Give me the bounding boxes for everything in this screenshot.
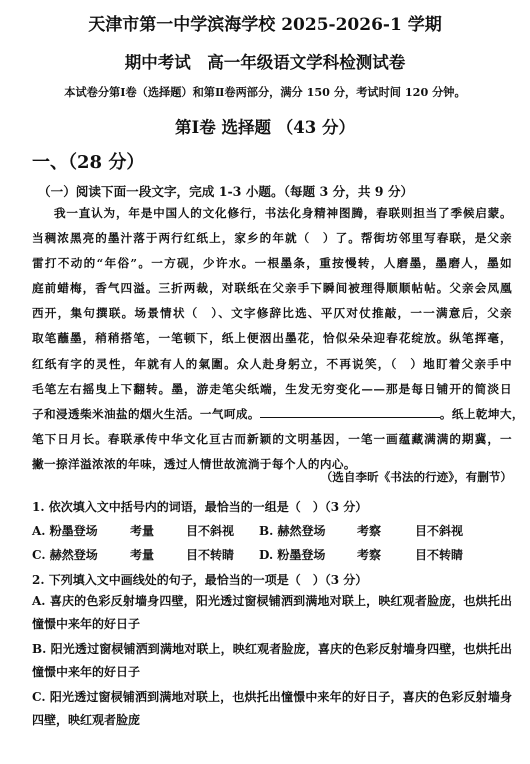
section-title: 第Ⅰ卷 选择题 （43 分） xyxy=(175,118,355,137)
q1-option-a-word3: 目不斜视 xyxy=(186,524,235,538)
answer-blank-line xyxy=(260,407,440,418)
passage-line: 雷打不动的“年俗”。一方砚，少许水。一根墨条，重按慢转，人磨墨，墨磨人，墨如 xyxy=(32,256,512,271)
passage-line: 我一直认为，年是中国人的文化修行，书法化身精神图腾，春联则担当了季候启蒙。 xyxy=(54,206,512,220)
q1-option-d-word2: 考察 xyxy=(357,548,382,562)
q1-stem: 1. 依次填入文中括号内的词语，最恰当的一组是（ ）（3 分） xyxy=(32,500,368,514)
passage-line-start: 子和浸透柴米油盐的烟火生活。一气呵成。 xyxy=(32,406,260,421)
passage-line: 笔下日月长。春联承传中华文化亘古而新颖的文明基因，一笔一画蕴藏满满的期冀，一 xyxy=(32,431,512,446)
q2-option-a[interactable]: A. 喜庆的色彩反射墙身四壁，阳光透过窗棂铺洒到满地对联上，映红观者脸庞，也烘托出憧憬中来年的好日子 xyxy=(32,594,512,631)
q1-option-c-word3: 目不转睛 xyxy=(186,548,235,562)
reading-heading: （一）阅读下面一段文字，完成 1-3 小题。（每题 3 分，共 9 分） xyxy=(38,184,414,199)
q1-option-b-word2: 考察 xyxy=(357,524,382,538)
passage-line: 取笔蘸墨，稍稍搭笔，一笔顿下，纸上便洇出墨花，恰似朵朵迎春花绽放。纵笔挥毫， xyxy=(32,331,512,346)
q1-option-a-word2: 考量 xyxy=(130,524,155,538)
passage-line: 红纸有字的灵性，年就有人的氣圍。众人赴身躬立，不再说笑，（ ）地盯着父亲手中 xyxy=(32,356,512,371)
part-title: 一、（28 分） xyxy=(32,152,145,173)
q2-option-c[interactable]: C. 阳光透过窗棂铺洒到满地对联上，也烘托出憧憬中来年的好日子，喜庆的色彩反射墙身四壁，映红观者脸庞 xyxy=(32,690,512,727)
q1-options-row-2 xyxy=(32,546,463,563)
q1-option-b[interactable]: B. 赫然登场 xyxy=(259,524,326,538)
q1-option-a[interactable]: A. 粉墨登场 xyxy=(32,524,98,538)
passage-line: 撇一捺洋溢浓浓的年味，透过人情世故流淌于每个人的内心。 xyxy=(32,456,356,471)
passage-line: 当稠浓黑亮的墨汁落于两行红纸上，家乡的年就（ ）了。帮街坊邻里写春联，是父亲 xyxy=(32,231,512,246)
q1-option-b-word3: 目不斜视 xyxy=(415,524,464,538)
q1-option-d[interactable]: D. 粉墨登场 xyxy=(259,548,326,562)
passage-line: 庭前蜡梅，香气四溢。三折两裁，对联纸在父亲手下瞬间被理得顺顺帖帖。父亲会凤凰 xyxy=(32,281,512,296)
q1-option-c[interactable]: C. 赫然登场 xyxy=(32,548,98,562)
passage-line-with-blank xyxy=(32,402,524,427)
q1-option-c-word2: 考量 xyxy=(130,548,155,562)
q1-options-row-1 xyxy=(32,522,463,539)
passage-line: 西开，集句撰联。场景情状（ ）、文字修辞比选、平仄对仗推敲，一一满意后，父亲 xyxy=(32,306,512,321)
school-title: 天津市第一中学滨海学校 2025-2026-1 学期 xyxy=(88,15,442,35)
passage-source: （选自李昕《书法的行迹》，有删节） xyxy=(320,470,512,484)
q2-option-b[interactable]: B. 阳光透过窗棂铺洒到满地对联上，映红观者脸庞，喜庆的色彩反射墙身四壁，也烘托出憧憬中来年的好日子 xyxy=(32,642,512,679)
exam-note: 本试卷分第Ⅰ卷（选择题）和第Ⅱ卷两部分，满分 150 分，考试时间 120 分钟。 xyxy=(64,85,466,99)
passage-line: 毛笔左右摇曳上下翻转。墨，游走笔尖纸端，生发无穷变化——那是每日铺开的简淡日 xyxy=(32,381,512,396)
reading-passage xyxy=(32,201,524,477)
q1-option-d-word3: 目不转睛 xyxy=(415,548,464,562)
exam-title: 期中考试 高一年级语文学科检测试卷 xyxy=(124,53,406,72)
passage-line-tail: 。纸上乾坤大， xyxy=(439,406,524,421)
q2-stem: 2. 下列填入文中画线处的句子，最恰当的一项是（ ）（3 分） xyxy=(32,573,368,587)
